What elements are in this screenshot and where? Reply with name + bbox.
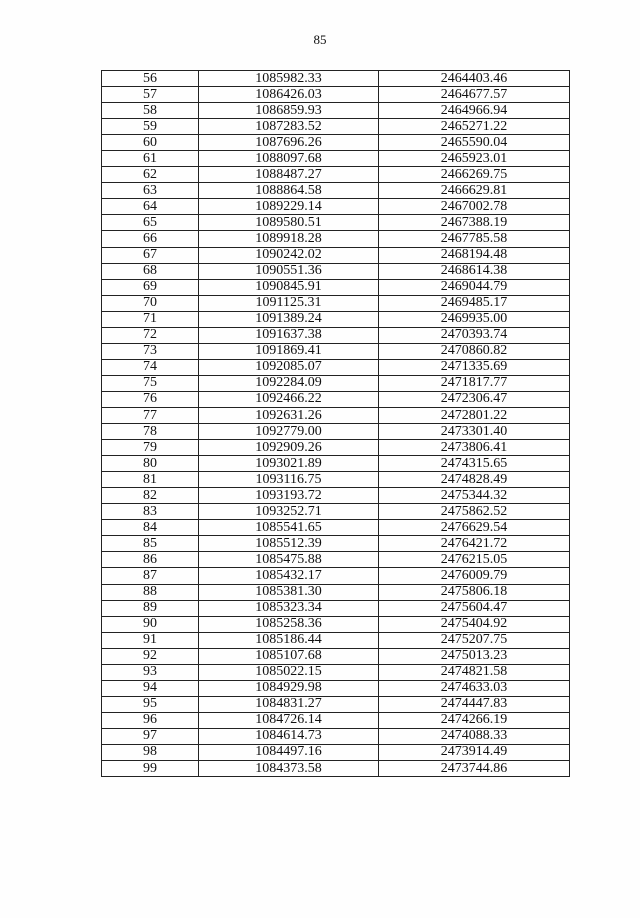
table-row — [102, 520, 570, 536]
y-coordinate-cell: 2468614.38 — [379, 263, 570, 279]
point-number-cell: 79 — [102, 440, 199, 456]
x-coordinate-cell: 1091869.41 — [199, 343, 379, 359]
x-coordinate-cell: 1085022.15 — [199, 664, 379, 680]
table-row — [102, 231, 570, 247]
table-row — [102, 552, 570, 568]
x-coordinate-cell: 1085541.65 — [199, 520, 379, 536]
y-coordinate-cell: 2475207.75 — [379, 632, 570, 648]
point-number-cell: 62 — [102, 167, 199, 183]
y-coordinate-cell: 2468194.48 — [379, 247, 570, 263]
point-number-cell: 75 — [102, 375, 199, 391]
table-row — [102, 728, 570, 744]
y-coordinate-cell: 2472306.47 — [379, 391, 570, 407]
y-coordinate-cell: 2475344.32 — [379, 488, 570, 504]
x-coordinate-cell: 1090551.36 — [199, 263, 379, 279]
point-number-cell: 71 — [102, 311, 199, 327]
y-coordinate-cell: 2464403.46 — [379, 71, 570, 87]
y-coordinate-cell: 2473744.86 — [379, 761, 570, 777]
x-coordinate-cell: 1092779.00 — [199, 424, 379, 440]
table-row — [102, 680, 570, 696]
y-coordinate-cell: 2475013.23 — [379, 648, 570, 664]
table-row — [102, 215, 570, 231]
y-coordinate-cell: 2464677.57 — [379, 87, 570, 103]
table-row — [102, 600, 570, 616]
table-row — [102, 183, 570, 199]
point-number-cell: 63 — [102, 183, 199, 199]
y-coordinate-cell: 2473806.41 — [379, 440, 570, 456]
point-number-cell: 68 — [102, 263, 199, 279]
x-coordinate-cell: 1085512.39 — [199, 536, 379, 552]
table-row — [102, 488, 570, 504]
table-row — [102, 440, 570, 456]
y-coordinate-cell: 2474088.33 — [379, 728, 570, 744]
x-coordinate-cell: 1092631.26 — [199, 407, 379, 423]
point-number-cell: 94 — [102, 680, 199, 696]
table-row — [102, 71, 570, 87]
table-row — [102, 119, 570, 135]
point-number-cell: 84 — [102, 520, 199, 536]
page-number: 85 — [313, 32, 327, 47]
table-row — [102, 247, 570, 263]
x-coordinate-cell: 1092909.26 — [199, 440, 379, 456]
point-number-cell: 69 — [102, 279, 199, 295]
y-coordinate-cell: 2465923.01 — [379, 151, 570, 167]
x-coordinate-cell: 1084373.58 — [199, 761, 379, 777]
y-coordinate-cell: 2467388.19 — [379, 215, 570, 231]
table-row — [102, 648, 570, 664]
coordinates-table-body — [102, 71, 570, 777]
y-coordinate-cell: 2474828.49 — [379, 472, 570, 488]
y-coordinate-cell: 2475806.18 — [379, 584, 570, 600]
table-row — [102, 279, 570, 295]
x-coordinate-cell: 1091637.38 — [199, 327, 379, 343]
y-coordinate-cell: 2472801.22 — [379, 407, 570, 423]
table-row — [102, 456, 570, 472]
point-number-cell: 56 — [102, 71, 199, 87]
x-coordinate-cell: 1088097.68 — [199, 151, 379, 167]
x-coordinate-cell: 1092085.07 — [199, 359, 379, 375]
table-row — [102, 199, 570, 215]
y-coordinate-cell: 2474447.83 — [379, 696, 570, 712]
y-coordinate-cell: 2467785.58 — [379, 231, 570, 247]
x-coordinate-cell: 1085186.44 — [199, 632, 379, 648]
table-row — [102, 103, 570, 119]
x-coordinate-cell: 1090242.02 — [199, 247, 379, 263]
table-row — [102, 343, 570, 359]
table-row — [102, 584, 570, 600]
point-number-cell: 59 — [102, 119, 199, 135]
y-coordinate-cell: 2465271.22 — [379, 119, 570, 135]
x-coordinate-cell: 1084614.73 — [199, 728, 379, 744]
x-coordinate-cell: 1093252.71 — [199, 504, 379, 520]
x-coordinate-cell: 1084929.98 — [199, 680, 379, 696]
x-coordinate-cell: 1085258.36 — [199, 616, 379, 632]
y-coordinate-cell: 2467002.78 — [379, 199, 570, 215]
point-number-cell: 76 — [102, 391, 199, 407]
point-number-cell: 90 — [102, 616, 199, 632]
point-number-cell: 66 — [102, 231, 199, 247]
table-row — [102, 712, 570, 728]
table-row — [102, 744, 570, 760]
table-row — [102, 151, 570, 167]
y-coordinate-cell: 2473301.40 — [379, 424, 570, 440]
point-number-cell: 95 — [102, 696, 199, 712]
point-number-cell: 92 — [102, 648, 199, 664]
y-coordinate-cell: 2470393.74 — [379, 327, 570, 343]
x-coordinate-cell: 1086426.03 — [199, 87, 379, 103]
point-number-cell: 85 — [102, 536, 199, 552]
table-row — [102, 568, 570, 584]
point-number-cell: 91 — [102, 632, 199, 648]
x-coordinate-cell: 1084497.16 — [199, 744, 379, 760]
point-number-cell: 89 — [102, 600, 199, 616]
y-coordinate-cell: 2475404.92 — [379, 616, 570, 632]
table-row — [102, 616, 570, 632]
x-coordinate-cell: 1090845.91 — [199, 279, 379, 295]
x-coordinate-cell: 1092284.09 — [199, 375, 379, 391]
table-row — [102, 263, 570, 279]
x-coordinate-cell: 1091389.24 — [199, 311, 379, 327]
y-coordinate-cell: 2469044.79 — [379, 279, 570, 295]
x-coordinate-cell: 1093116.75 — [199, 472, 379, 488]
point-number-cell: 87 — [102, 568, 199, 584]
table-row — [102, 391, 570, 407]
table-row — [102, 424, 570, 440]
table-row — [102, 407, 570, 423]
x-coordinate-cell: 1087283.52 — [199, 119, 379, 135]
x-coordinate-cell: 1093193.72 — [199, 488, 379, 504]
y-coordinate-cell: 2465590.04 — [379, 135, 570, 151]
x-coordinate-cell: 1087696.26 — [199, 135, 379, 151]
table-row — [102, 311, 570, 327]
y-coordinate-cell: 2466629.81 — [379, 183, 570, 199]
point-number-cell: 58 — [102, 103, 199, 119]
x-coordinate-cell: 1086859.93 — [199, 103, 379, 119]
point-number-cell: 67 — [102, 247, 199, 263]
table-row — [102, 359, 570, 375]
y-coordinate-cell: 2474315.65 — [379, 456, 570, 472]
coordinates-table — [101, 70, 570, 777]
point-number-cell: 93 — [102, 664, 199, 680]
x-coordinate-cell: 1091125.31 — [199, 295, 379, 311]
table-row — [102, 504, 570, 520]
x-coordinate-cell: 1093021.89 — [199, 456, 379, 472]
point-number-cell: 72 — [102, 327, 199, 343]
x-coordinate-cell: 1085107.68 — [199, 648, 379, 664]
table-row — [102, 472, 570, 488]
y-coordinate-cell: 2476009.79 — [379, 568, 570, 584]
y-coordinate-cell: 2469935.00 — [379, 311, 570, 327]
x-coordinate-cell: 1085982.33 — [199, 71, 379, 87]
point-number-cell: 88 — [102, 584, 199, 600]
x-coordinate-cell: 1088864.58 — [199, 183, 379, 199]
point-number-cell: 81 — [102, 472, 199, 488]
table-row — [102, 536, 570, 552]
table-row — [102, 664, 570, 680]
y-coordinate-cell: 2471817.77 — [379, 375, 570, 391]
table-row — [102, 696, 570, 712]
y-coordinate-cell: 2474266.19 — [379, 712, 570, 728]
x-coordinate-cell: 1092466.22 — [199, 391, 379, 407]
y-coordinate-cell: 2470860.82 — [379, 343, 570, 359]
x-coordinate-cell: 1085323.34 — [199, 600, 379, 616]
x-coordinate-cell: 1089580.51 — [199, 215, 379, 231]
y-coordinate-cell: 2473914.49 — [379, 744, 570, 760]
point-number-cell: 99 — [102, 761, 199, 777]
y-coordinate-cell: 2469485.17 — [379, 295, 570, 311]
point-number-cell: 77 — [102, 407, 199, 423]
point-number-cell: 64 — [102, 199, 199, 215]
point-number-cell: 96 — [102, 712, 199, 728]
point-number-cell: 82 — [102, 488, 199, 504]
y-coordinate-cell: 2466269.75 — [379, 167, 570, 183]
table-row — [102, 295, 570, 311]
point-number-cell: 70 — [102, 295, 199, 311]
y-coordinate-cell: 2475862.52 — [379, 504, 570, 520]
y-coordinate-cell: 2475604.47 — [379, 600, 570, 616]
point-number-cell: 74 — [102, 359, 199, 375]
y-coordinate-cell: 2476629.54 — [379, 520, 570, 536]
y-coordinate-cell: 2476421.72 — [379, 536, 570, 552]
point-number-cell: 61 — [102, 151, 199, 167]
point-number-cell: 86 — [102, 552, 199, 568]
table-row — [102, 87, 570, 103]
x-coordinate-cell: 1085432.17 — [199, 568, 379, 584]
x-coordinate-cell: 1085381.30 — [199, 584, 379, 600]
table-row — [102, 327, 570, 343]
point-number-cell: 80 — [102, 456, 199, 472]
point-number-cell: 78 — [102, 424, 199, 440]
point-number-cell: 83 — [102, 504, 199, 520]
x-coordinate-cell: 1084726.14 — [199, 712, 379, 728]
table-row — [102, 761, 570, 777]
y-coordinate-cell: 2476215.05 — [379, 552, 570, 568]
y-coordinate-cell: 2474633.03 — [379, 680, 570, 696]
x-coordinate-cell: 1084831.27 — [199, 696, 379, 712]
point-number-cell: 65 — [102, 215, 199, 231]
point-number-cell: 73 — [102, 343, 199, 359]
point-number-cell: 60 — [102, 135, 199, 151]
table-row — [102, 135, 570, 151]
table-row — [102, 632, 570, 648]
y-coordinate-cell: 2471335.69 — [379, 359, 570, 375]
x-coordinate-cell: 1085475.88 — [199, 552, 379, 568]
x-coordinate-cell: 1089229.14 — [199, 199, 379, 215]
table-row — [102, 167, 570, 183]
x-coordinate-cell: 1088487.27 — [199, 167, 379, 183]
x-coordinate-cell: 1089918.28 — [199, 231, 379, 247]
point-number-cell: 97 — [102, 728, 199, 744]
y-coordinate-cell: 2464966.94 — [379, 103, 570, 119]
table-row — [102, 375, 570, 391]
y-coordinate-cell: 2474821.58 — [379, 664, 570, 680]
point-number-cell: 57 — [102, 87, 199, 103]
point-number-cell: 98 — [102, 744, 199, 760]
